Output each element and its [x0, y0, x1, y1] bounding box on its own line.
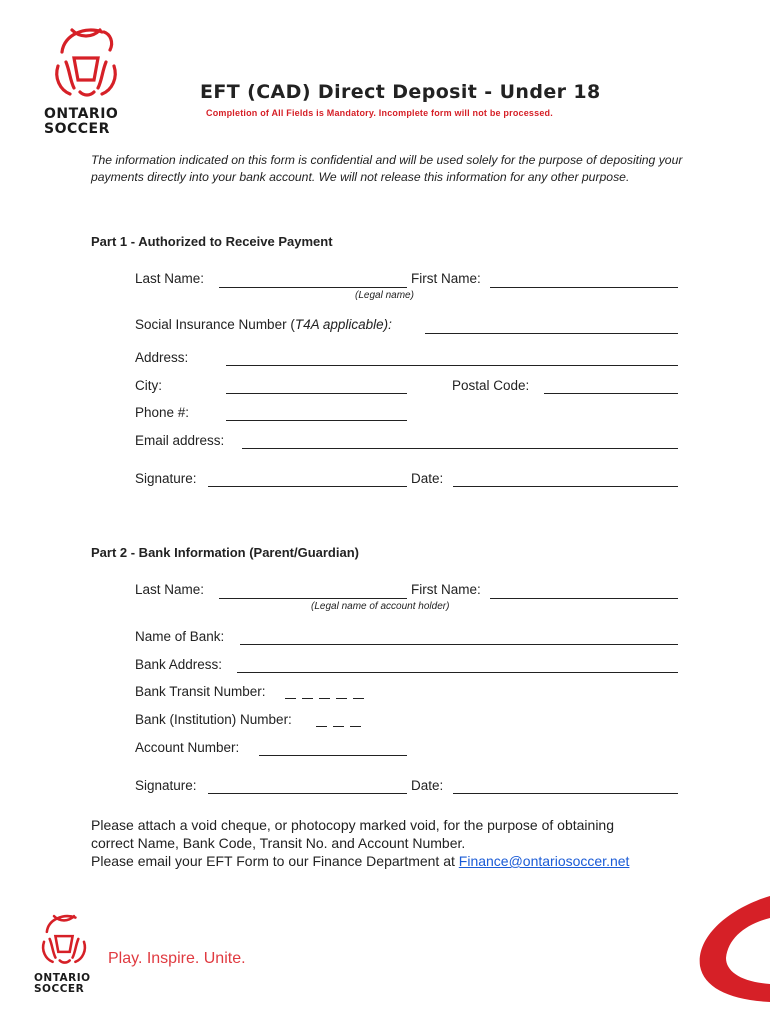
- footer-line-3-prefix: Please email your EFT Form to our Finance Department at: [91, 853, 459, 869]
- part1-last-name-field[interactable]: [219, 287, 407, 288]
- sin-label-italic: T4A applicable):: [294, 317, 392, 332]
- footer-line-1: Please attach a void cheque, or photocopy marked void, for the purpose of obtaining: [91, 817, 615, 833]
- transit-digit-3[interactable]: [319, 698, 330, 699]
- part1-address-field[interactable]: [226, 365, 678, 366]
- red-swoosh-decoration: [690, 888, 770, 1008]
- part2-first-name-field[interactable]: [490, 598, 678, 599]
- part2-first-name-label: First Name:: [411, 582, 481, 597]
- intro-paragraph: The information indicated on this form is confidential and will be used solely for the purpose of depositing your payments directly into your bank account. We will not release this information for any other purpose.: [91, 153, 683, 184]
- soccer-ball-icon: [44, 22, 128, 102]
- ontario-soccer-logo-bottom: [34, 910, 94, 998]
- part1-email-label: Email address:: [135, 433, 225, 448]
- part2-transit-label: Bank Transit Number:: [135, 684, 266, 699]
- part2-signature-label: Signature:: [135, 778, 197, 793]
- part2-account-label: Account Number:: [135, 740, 240, 755]
- part2-legal-note: (Legal name of account holder): [311, 601, 450, 612]
- part1-city-field[interactable]: [226, 393, 407, 394]
- part2-bank-address-label: Bank Address:: [135, 657, 223, 672]
- part2-account-field[interactable]: [259, 755, 407, 756]
- institution-digit-3[interactable]: [350, 726, 361, 727]
- mandatory-note: Completion of All Fields is Mandatory. Incomplete form will not be processed.: [206, 108, 553, 118]
- part1-signature-label: Signature:: [135, 471, 197, 486]
- part2-date-field[interactable]: [453, 793, 678, 794]
- part1-legal-note: (Legal name): [355, 290, 414, 301]
- brand-tagline: Play. Inspire. Unite.: [108, 950, 246, 967]
- part1-phone-label: Phone #:: [135, 405, 190, 420]
- part1-date-field[interactable]: [453, 486, 678, 487]
- footer-line-2: correct Name, Bank Code, Transit No. and Account Number.: [91, 835, 466, 851]
- part2-signature-field[interactable]: [208, 793, 407, 794]
- part1-city-label: City:: [135, 378, 162, 393]
- part2-heading: Part 2 - Bank Information (Parent/Guardian): [91, 545, 359, 560]
- ontario-soccer-logo: [44, 22, 128, 142]
- part1-last-name-label: Last Name:: [135, 271, 205, 286]
- part1-signature-field[interactable]: [208, 486, 407, 487]
- part1-first-name-field[interactable]: [490, 287, 678, 288]
- brand-name-line1: ONTARIO: [44, 106, 119, 122]
- part1-phone-field[interactable]: [226, 420, 407, 421]
- part2-bank-name-field[interactable]: [240, 644, 678, 645]
- part1-heading: Part 1 - Authorized to Receive Payment: [91, 234, 333, 249]
- part2-last-name-label: Last Name:: [135, 582, 205, 597]
- part2-bank-address-field[interactable]: [237, 672, 678, 673]
- sin-label-text: Social Insurance Number (: [135, 317, 295, 332]
- institution-digit-1[interactable]: [316, 726, 327, 727]
- part1-sin-field[interactable]: [425, 333, 678, 334]
- transit-digit-5[interactable]: [353, 698, 364, 699]
- part1-date-label: Date:: [411, 471, 444, 486]
- part1-sin-label: [135, 317, 392, 332]
- part2-institution-label: Bank (Institution) Number:: [135, 712, 292, 727]
- soccer-ball-icon: [34, 910, 94, 968]
- part1-email-field[interactable]: [242, 448, 678, 449]
- footer-instructions: [91, 816, 691, 870]
- brand-name-line2: SOCCER: [44, 121, 110, 137]
- institution-digit-2[interactable]: [333, 726, 344, 727]
- transit-digit-2[interactable]: [302, 698, 313, 699]
- finance-email-link[interactable]: Finance@ontariosoccer.net: [458, 853, 630, 869]
- brand-name-line2-bottom: SOCCER: [34, 983, 85, 995]
- part2-bank-name-label: Name of Bank:: [135, 629, 225, 644]
- transit-digit-4[interactable]: [336, 698, 347, 699]
- part1-postal-code-field[interactable]: [544, 393, 678, 394]
- page-title: EFT (CAD) Direct Deposit - Under 18: [200, 81, 601, 103]
- part2-date-label: Date:: [411, 778, 444, 793]
- brand-name-line1-bottom: ONTARIO: [34, 972, 91, 984]
- part2-last-name-field[interactable]: [219, 598, 407, 599]
- part1-postal-code-label: Postal Code:: [452, 378, 530, 393]
- footer-line-3: [91, 852, 691, 870]
- part1-address-label: Address:: [135, 350, 189, 365]
- transit-digit-1[interactable]: [285, 698, 296, 699]
- part1-first-name-label: First Name:: [411, 271, 481, 286]
